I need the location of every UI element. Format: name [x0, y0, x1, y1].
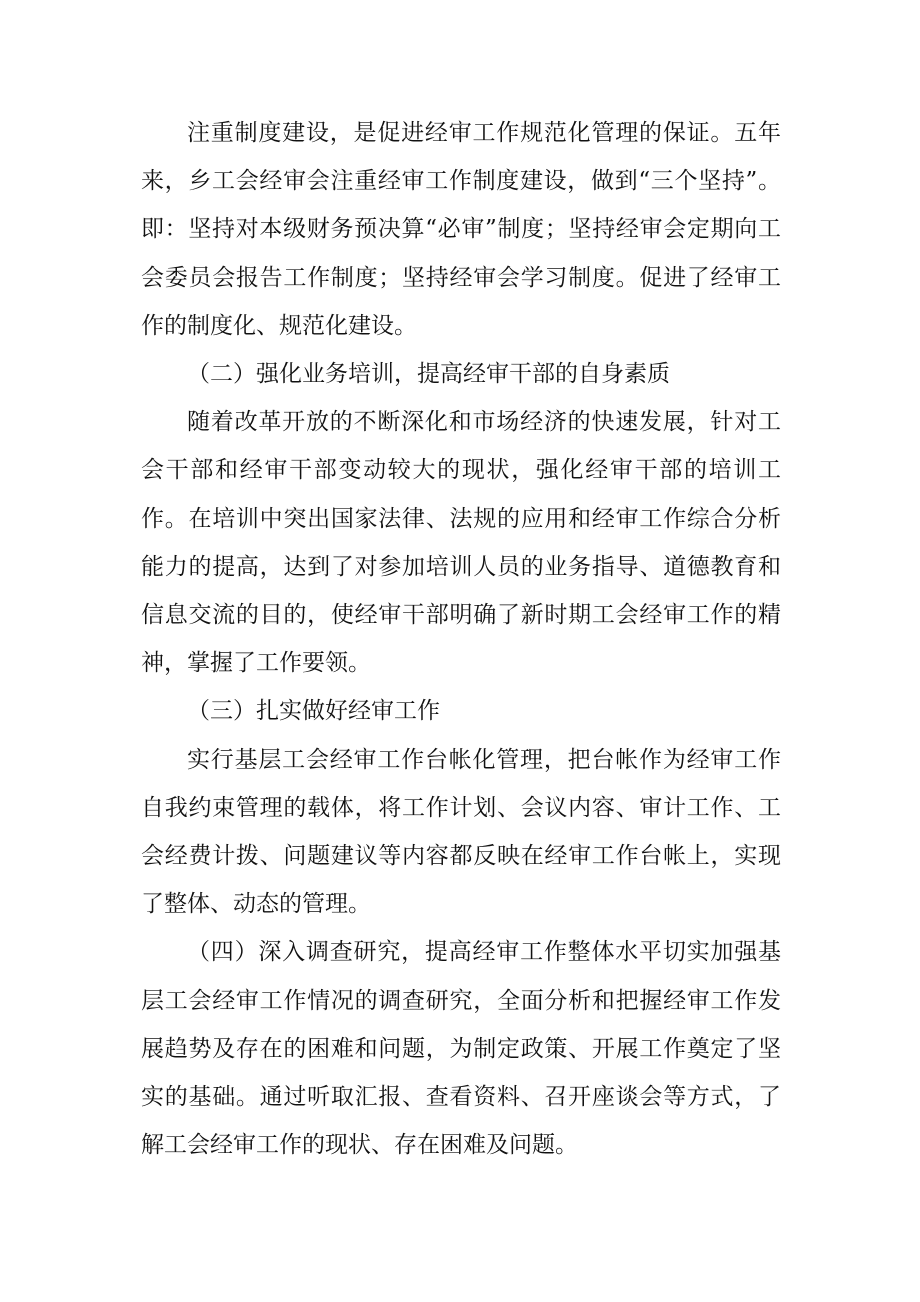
section-heading-audit-work: （三）扎实做好经审工作 — [187, 698, 440, 725]
paragraph-investigation-research: （四）深入调查研究，提高经审工作整体水平切实加强基层工会经审工作情况的调查研究，全面分析和把握经审工作发展趋势及存在的困难和问题，为制定政策、开展工作奠定了坚实的基础。通过听取汇报、查看资料、召开座谈会等方式，了解工会经审工作的现状、存在困难及问题。 — [141, 939, 781, 1159]
section-heading-training: （二）强化业务培训，提高经审干部的自身素质 — [187, 361, 670, 388]
paragraph-system-building: 注重制度建设，是促进经审工作规范化管理的保证。五年来，乡工会经审会注重经审工作制度建设，做到“三个坚持”。即：坚持对本级财务预决算“必审”制度；坚持经审会定期向工会委员会报告工作制度；坚持经审会学习制度。促进了经审工作的制度化、规范化建设。 — [141, 120, 781, 339]
paragraph-ledger-management: 实行基层工会经审工作台帐化管理，把台帐作为经审工作自我约束管理的载体，将工作计划、会议内容、审计工作、工会经费计拨、问题建议等内容都反映在经审工作台帐上，实现了整体、动态的管理。 — [141, 746, 781, 918]
paragraph-training: 随着改革开放的不断深化和市场经济的快速发展，针对工会干部和经审干部变动较大的现状，强化经审干部的培训工作。在培训中突出国家法律、法规的应用和经审工作综合分析能力的提高，达到了对参加培训人员的业务指导、道德教育和信息交流的目的，使经审干部明确了新时期工会经审工作的精神，掌握了工作要领。 — [141, 409, 781, 677]
document-body — [141, 109, 781, 1169]
